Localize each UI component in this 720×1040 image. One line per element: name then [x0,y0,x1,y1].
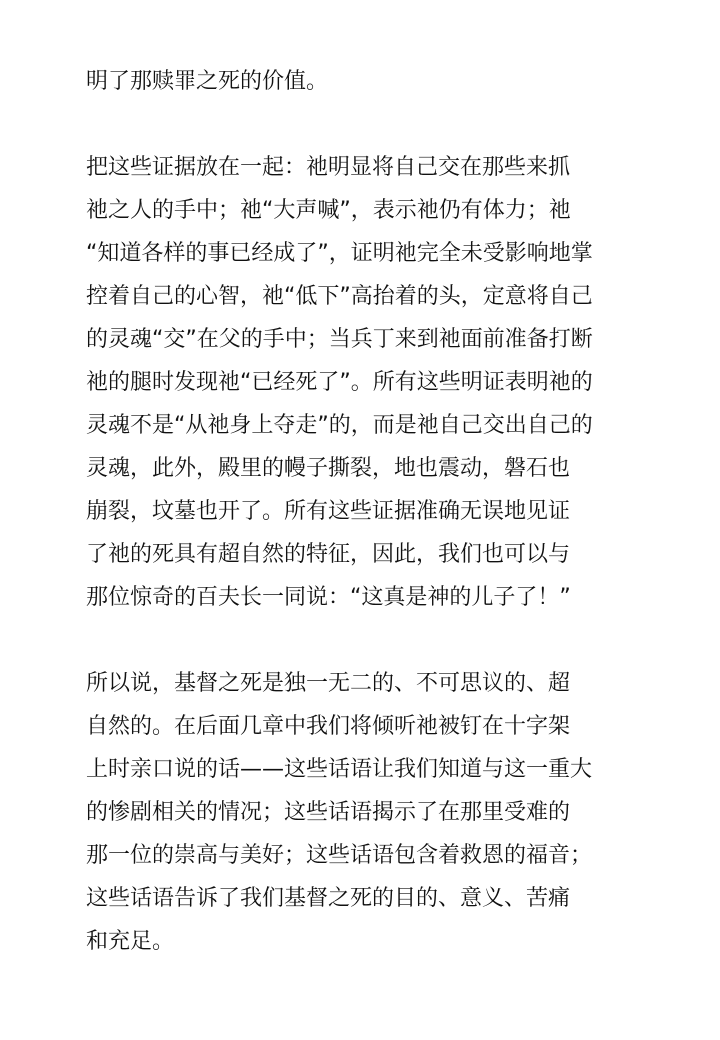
paragraph-2 [86,146,646,619]
text-line: 和充足。 [86,929,175,954]
text-line: 那一位的崇高与美好；这些话语包含着救恩的福音； [86,843,593,868]
text-line: 那位惊奇的百夫长一同说：“这真是神的儿子了！” [86,585,571,610]
paragraph-gap [86,619,646,662]
text-line: 这些话语告诉了我们基督之死的目的、意义、苦痛 [86,886,571,911]
text-line: 把这些证据放在一起：祂明显将自己交在那些来抓 [86,155,571,180]
text-line: 上时亲口说的话——这些话语让我们知道与这一重大 [86,757,593,782]
text-line: 灵魂不是“从祂身上夺走”的，而是祂自己交出自己的 [86,413,593,438]
text-line: 的灵魂“交”在父的手中；当兵丁来到祂面前准备打断 [86,327,593,352]
paragraph-1 [86,60,646,103]
text-line: 灵魂，此外，殿里的幔子撕裂，地也震动，磐石也 [86,456,571,481]
text-line: 祂的腿时发现祂“已经死了”。所有这些明证表明祂的 [86,370,593,395]
text-line: 的惨剧相关的情况；这些话语揭示了在那里受难的 [86,800,571,825]
paragraph-gap [86,103,646,146]
text-line: 控着自己的心智，祂“低下”高抬着的头，定意将自己 [86,284,593,309]
paragraph-3 [86,662,646,963]
text-line: 所以说，基督之死是独一无二的、不可思议的、超 [86,671,571,696]
document-page [86,60,646,963]
text-line: “知道各样的事已经成了”，证明祂完全未受影响地掌 [86,241,593,266]
text-line: 祂之人的手中；祂“大声喊”，表示祂仍有体力；祂 [86,198,571,223]
text-line: 崩裂，坟墓也开了。所有这些证据准确无误地见证 [86,499,571,524]
text-line: 了祂的死具有超自然的特征，因此，我们也可以与 [86,542,571,567]
text-line: 自然的。在后面几章中我们将倾听祂被钉在十字架 [86,714,571,739]
text-line: 明了那赎罪之死的价值。 [86,69,329,94]
